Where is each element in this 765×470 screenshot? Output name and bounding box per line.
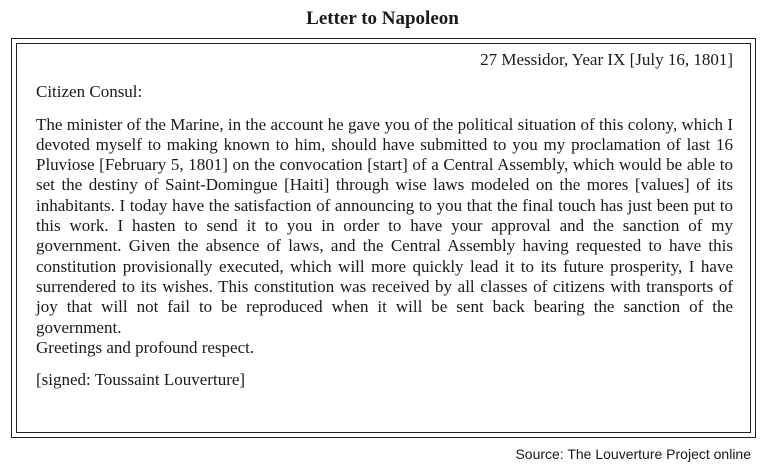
source-credit: Source: The Louverture Project online bbox=[515, 446, 751, 462]
letter-signature: [signed: Toussaint Louverture] bbox=[36, 370, 246, 390]
letter-content bbox=[36, 50, 733, 390]
letter-closing: Greetings and profound respect. bbox=[36, 337, 255, 357]
document-title: Letter to Napoleon bbox=[306, 8, 459, 29]
letter-date: 27 Messidor, Year IX [July 16, 1801] bbox=[480, 50, 733, 69]
letter-body: The minister of the Marine, in the account he gave you of the political situation of this colony, which I devoted myself to making known to him, should have submitted to you my proclamation of last 16 Pluviose [February 5, 1801] on the convocation [start] of a Central Assembly, which would be able to set the destiny of Saint-Domingue [Haiti] through wise laws modeled on the mores [values] of its inhabitants. I today have the satisfaction of announcing to you that the final touch has just been put to this work. I hasten to send it to you in order to have your approval and the sanction of my government. Given the absence of laws, and the Central Assembly having requested to have this constitution provisionally executed, which will more quickly lead it to its future prosperity, I have surrendered to its wishes. This constitution was received by all classes of citizens with transports of joy that will not fail to be reproduced when it will be sent back bearing the sanction of the government. bbox=[36, 114, 733, 337]
letter-salutation: Citizen Consul: bbox=[36, 82, 143, 102]
